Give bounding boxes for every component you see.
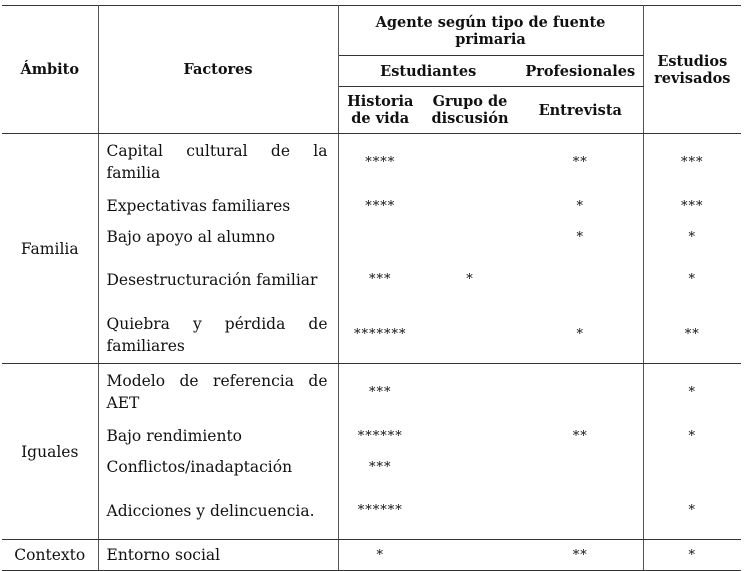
entrevista-cell bbox=[518, 483, 643, 540]
estudios-cell: * bbox=[688, 428, 697, 444]
estudios-cell bbox=[643, 452, 741, 483]
historia-cell: *** bbox=[369, 272, 392, 287]
entrevista-cell: ** bbox=[518, 134, 643, 191]
grupo-cell bbox=[422, 483, 518, 540]
table-row bbox=[2, 222, 741, 253]
header-historia: Historia de vida bbox=[338, 87, 422, 134]
entrevista-cell bbox=[518, 364, 643, 421]
historia-cell: **** bbox=[365, 154, 396, 170]
entrevista-cell bbox=[518, 452, 643, 483]
estudios-cell: ** bbox=[643, 307, 741, 364]
table-row bbox=[2, 364, 741, 421]
grupo-cell: * bbox=[466, 272, 474, 287]
historia-cell: *** bbox=[369, 459, 392, 475]
factor-cell: Capital cultural de la familia bbox=[98, 134, 338, 191]
header-ambito: Ámbito bbox=[2, 6, 98, 134]
factor-cell: Desestructuración familiar bbox=[98, 253, 338, 307]
estudios-cell: * bbox=[643, 540, 741, 571]
table-row bbox=[2, 191, 741, 222]
historia-cell: ******* bbox=[338, 307, 422, 364]
entrevista-cell bbox=[518, 253, 643, 307]
grupo-cell bbox=[422, 222, 518, 253]
grupo-cell bbox=[422, 540, 518, 571]
header-agente: Agente según tipo de fuente primaria bbox=[338, 6, 643, 56]
grupo-cell bbox=[422, 191, 518, 222]
entrevista-cell: ** bbox=[518, 540, 643, 571]
historia-cell: **** bbox=[365, 198, 396, 214]
estudios-cell: * bbox=[688, 229, 697, 245]
factor-cell: Quiebra y pérdida de familiares bbox=[98, 307, 338, 364]
estudios-cell: * bbox=[688, 384, 697, 400]
factor-cell: Entorno social bbox=[98, 540, 338, 571]
grupo-cell bbox=[422, 307, 518, 364]
entrevista-cell: * bbox=[518, 191, 643, 222]
ambito-cell: Contexto bbox=[2, 540, 98, 571]
table-row bbox=[2, 134, 741, 191]
grupo-cell bbox=[422, 364, 518, 421]
table-row bbox=[2, 307, 741, 364]
estudios-cell: * bbox=[643, 483, 741, 540]
factor-cell: Expectativas familiares bbox=[98, 191, 338, 222]
header-entrevista: Entrevista bbox=[518, 87, 643, 134]
table-row bbox=[2, 452, 741, 483]
table-row bbox=[2, 540, 741, 571]
table-row bbox=[2, 483, 741, 540]
header-profesionales: Profesionales bbox=[518, 56, 643, 87]
ambito-cell: Familia bbox=[2, 134, 98, 364]
entrevista-cell: * bbox=[518, 222, 643, 253]
entrevista-cell: * bbox=[518, 307, 643, 364]
ambito-cell: Iguales bbox=[2, 364, 98, 540]
historia-cell: ****** bbox=[338, 483, 422, 540]
header-grupo: Grupo de discusión bbox=[422, 87, 518, 134]
estudios-cell: *** bbox=[681, 198, 704, 214]
header-estudios: Estudios revisados bbox=[643, 6, 741, 134]
estudios-cell: *** bbox=[681, 154, 704, 170]
factor-cell: Bajo apoyo al alumno bbox=[98, 222, 338, 253]
entrevista-cell: ** bbox=[518, 421, 643, 452]
factor-cell: Bajo rendimiento bbox=[98, 421, 338, 452]
header-factores: Factores bbox=[98, 6, 338, 134]
historia-cell: * bbox=[338, 540, 422, 571]
historia-cell bbox=[338, 222, 422, 253]
factor-cell: Adicciones y delincuencia. bbox=[98, 483, 338, 540]
factor-cell: Conflictos/inadaptación bbox=[98, 452, 338, 483]
table-row bbox=[2, 421, 741, 452]
historia-cell: ****** bbox=[357, 428, 403, 444]
factors-table bbox=[2, 5, 741, 571]
historia-cell: *** bbox=[369, 384, 392, 400]
header-estudiantes: Estudiantes bbox=[338, 56, 518, 87]
factor-cell: Modelo de referencia de AET bbox=[98, 364, 338, 421]
table-row bbox=[2, 253, 741, 307]
grupo-cell bbox=[422, 452, 518, 483]
grupo-cell bbox=[422, 134, 518, 191]
grupo-cell bbox=[422, 421, 518, 452]
estudios-cell: * bbox=[688, 272, 697, 287]
